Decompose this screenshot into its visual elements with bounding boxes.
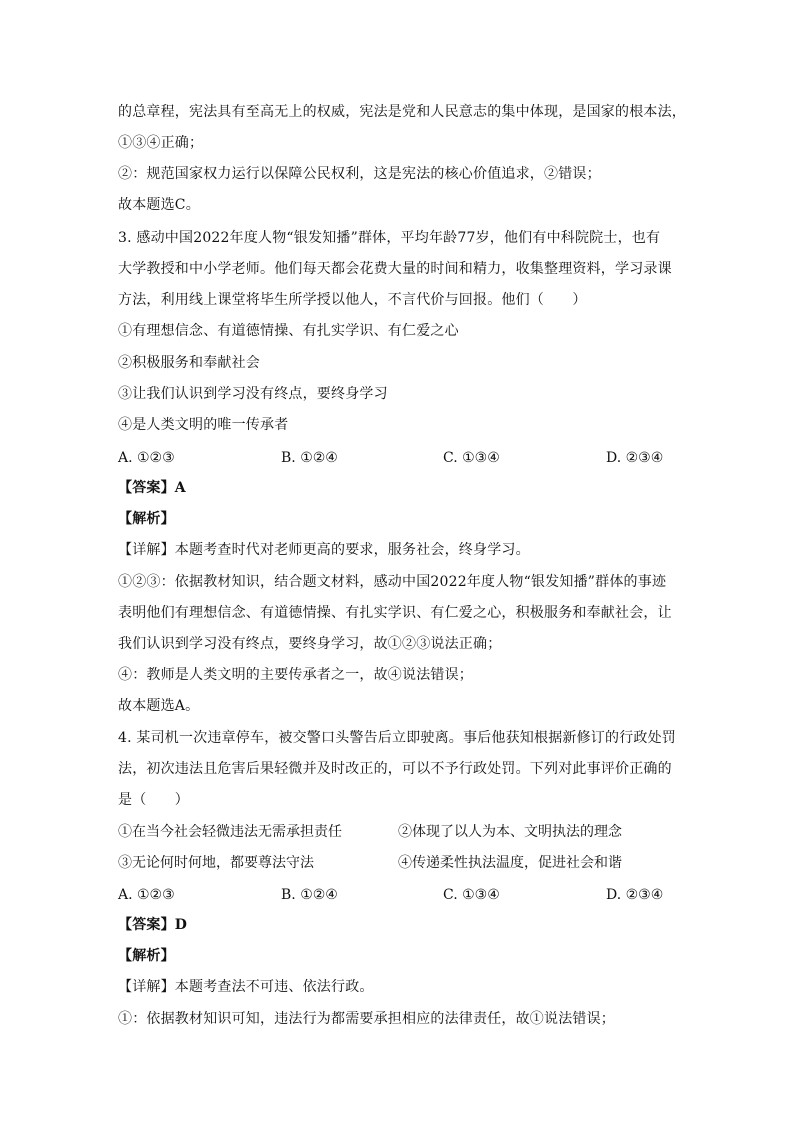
text-line: ②：规范国家权力运行以保障公民权利，这是宪法的核心价值追求，②错误； [118, 166, 601, 182]
question-4-stem: 4. 某司机一次违章停车，被交警口头警告后立即驶离。事后他获知根据新修订的行政处罚 [118, 730, 677, 746]
question-3-stem: 方法，利用线上课堂将毕生所学授以他人，不言代价与回报。他们（ ） [118, 292, 587, 308]
question-3-answer: 【答案】A [118, 480, 186, 496]
question-3-analysis-label: 【解析】 [118, 511, 175, 527]
question-4-item: ②体现了以人为本、文明执法的理念 [398, 824, 622, 840]
question-4-analysis-label: 【解析】 [118, 948, 175, 964]
question-3-item: ①有理想信念、有道德情操、有扎实学识、有仁爱之心 [118, 323, 459, 339]
question-3-stem: 3. 感动中国2022年度人物“银发知播”群体，平均年龄77岁，他们有中科院院士，也有 [118, 230, 661, 246]
text-line: ①③④正确； [118, 135, 204, 151]
question-3-item: ④是人类文明的唯一传承者 [118, 417, 289, 433]
question-4-item: ③无论何时何地，都要尊法守法 [118, 855, 314, 871]
question-4-answer: 【答案】D [118, 917, 188, 933]
question-4-detail: ①：依据教材知识可知，违法行为都需要承担相应的法律责任，故①说法错误； [118, 1011, 615, 1027]
question-4-item: ①在当今社会轻微违法无需承担责任 [118, 824, 342, 840]
question-3-item: ②积极服务和奉献社会 [118, 355, 260, 371]
question-3-stem: 大学教授和中小学老师。他们每天都会花费大量的时间和精力，收集整理资料，学习录课 [118, 261, 672, 277]
question-3-detail: ④：教师是人类文明的主要传承者之一，故④说法错误； [118, 667, 473, 683]
question-3-item: ③让我们认识到学习没有终点，要终身学习 [118, 386, 388, 402]
text-line: 故本题选C。 [118, 197, 200, 213]
question-4-option-a: A. ①②③ [118, 887, 175, 903]
question-3-detail: 【详解】本题考查时代对老师更高的要求，服务社会，终身学习。 [118, 542, 530, 558]
question-3-option-a: A. ①②③ [118, 450, 175, 466]
question-4-option-c: C. ①③④ [443, 887, 500, 903]
question-4-detail: 【详解】本题考查法不可违、依法行政。 [118, 979, 374, 995]
text-line: 的总章程，宪法具有至高无上的权威，宪法是党和人民意志的集中体现，是国家的根本法， [118, 104, 686, 120]
question-4-stem: 是（ ） [118, 792, 189, 808]
question-4-stem: 法，初次违法且危害后果轻微并及时改正的，可以不予行政处罚。下列对此事评价正确的 [118, 761, 672, 777]
question-3-detail: 我们认识到学习没有终点，要终身学习，故①②③说法正确； [118, 636, 502, 652]
question-3-option-d: D. ②③④ [606, 450, 664, 466]
question-3-option-b: B. ①②④ [281, 450, 338, 466]
question-4-item: ④传递柔性执法温度，促进社会和谐 [398, 855, 622, 871]
question-4-option-d: D. ②③④ [606, 887, 664, 903]
question-3-detail: 表明他们有理想信念、有道德情操、有扎实学识、有仁爱之心，积极服务和奉献社会，让 [118, 605, 672, 621]
question-3-detail: ①②③：依据教材知识，结合题文材料，感动中国2022年度人物“银发知播”群体的事迹 [118, 574, 667, 590]
question-3-option-c: C. ①③④ [443, 450, 500, 466]
question-3-detail: 故本题选A。 [118, 698, 200, 714]
question-4-option-b: B. ①②④ [281, 887, 338, 903]
